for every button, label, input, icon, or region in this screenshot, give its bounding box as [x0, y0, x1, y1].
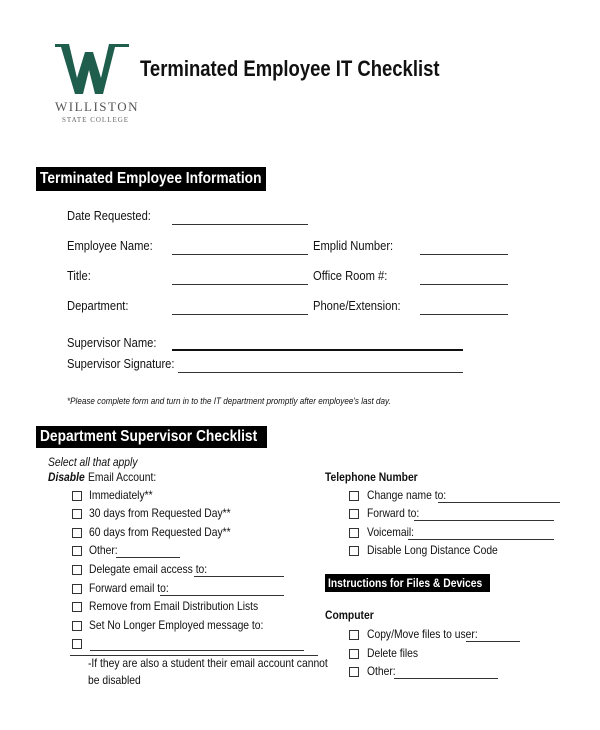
item-30-days: 30 days from Requested Day** — [89, 506, 231, 520]
section-heading-supervisor: Department Supervisor Checklist — [36, 426, 267, 448]
select-all-instruction: Select all that apply — [48, 455, 138, 469]
title-label: Title: — [67, 268, 91, 283]
checkbox-forward-email[interactable] — [72, 584, 82, 594]
employee-name-label: Employee Name: — [67, 238, 153, 253]
disable-label: Disable — [48, 470, 85, 484]
item-immediately: Immediately** — [89, 488, 153, 502]
checkbox-other-email[interactable] — [72, 546, 82, 556]
emplid-field[interactable] — [420, 254, 508, 255]
checkbox-message-text[interactable] — [72, 639, 82, 649]
item-copy-files: Copy/Move files to user: — [367, 627, 478, 641]
supervisor-name-field[interactable] — [172, 349, 463, 351]
item-delegate: Delegate email access to: — [89, 562, 208, 576]
item-other-computer: Other: — [367, 664, 396, 678]
title-field[interactable] — [172, 284, 308, 285]
item-voicemail: Voicemail: — [367, 525, 415, 539]
message-text-field[interactable] — [90, 650, 304, 651]
checkbox-immediately[interactable] — [72, 491, 82, 501]
date-requested-field[interactable] — [172, 224, 308, 225]
other-email-field[interactable] — [116, 557, 180, 558]
emplid-label: Emplid Number: — [313, 238, 394, 253]
forward-to-field[interactable] — [414, 520, 554, 521]
checkbox-voicemail[interactable] — [349, 528, 359, 538]
supervisor-name-label: Supervisor Name: — [67, 335, 157, 350]
department-field[interactable] — [172, 314, 308, 315]
item-set-message: Set No Longer Employed message to: — [89, 618, 264, 632]
office-room-label: Office Room #: — [313, 268, 388, 283]
item-forward-email: Forward email to: — [89, 581, 169, 595]
checkbox-delete-files[interactable] — [349, 649, 359, 659]
williston-logo-icon — [55, 44, 129, 94]
delegate-field[interactable] — [194, 576, 284, 577]
voicemail-field[interactable] — [408, 539, 554, 540]
copy-files-field[interactable] — [466, 641, 520, 642]
item-forward-to: Forward to: — [367, 506, 420, 520]
forward-email-field[interactable] — [160, 595, 284, 596]
item-delete-files: Delete files — [367, 646, 419, 660]
checkbox-change-name[interactable] — [349, 491, 359, 501]
computer-heading: Computer — [325, 608, 374, 622]
checkbox-forward-to[interactable] — [349, 509, 359, 519]
completion-note: *Please complete form and turn in to the IT department promptly after employee's last day. — [67, 396, 391, 406]
item-remove-lists: Remove from Email Distribution Lists — [89, 599, 259, 613]
department-label: Department: — [67, 298, 129, 313]
employee-name-field[interactable] — [172, 254, 308, 255]
item-60-days: 60 days from Requested Day** — [89, 525, 231, 539]
date-requested-label: Date Requested: — [67, 208, 151, 223]
item-other-email: Other: — [89, 543, 118, 557]
student-note-line-1: -If they are also a student their email account cannot — [88, 656, 328, 670]
change-name-field[interactable] — [438, 502, 560, 503]
document-title: Terminated Employee IT Checklist — [140, 56, 440, 81]
item-change-name: Change name to: — [367, 488, 447, 502]
phone-extension-label: Phone/Extension: — [313, 298, 401, 313]
checkbox-remove-lists[interactable] — [72, 602, 82, 612]
logo-name: WILLISTON — [55, 99, 140, 114]
telephone-heading: Telephone Number — [325, 470, 418, 484]
office-room-field[interactable] — [420, 284, 508, 285]
section-heading-info: Terminated Employee Information — [36, 167, 266, 191]
phone-extension-field[interactable] — [420, 314, 508, 315]
student-note-line-2: be disabled — [88, 673, 141, 687]
logo-subtitle: STATE COLLEGE — [62, 116, 130, 124]
checkbox-30-days[interactable] — [72, 509, 82, 519]
supervisor-signature-field[interactable] — [178, 372, 463, 373]
checkbox-other-computer[interactable] — [349, 667, 359, 677]
checkbox-60-days[interactable] — [72, 528, 82, 538]
other-computer-field[interactable] — [394, 678, 498, 679]
checkbox-delegate[interactable] — [72, 565, 82, 575]
checkbox-set-message[interactable] — [72, 621, 82, 631]
checkbox-disable-long-distance[interactable] — [349, 546, 359, 556]
email-account-label: Email Account: — [88, 470, 157, 484]
supervisor-signature-label: Supervisor Signature: — [67, 356, 175, 371]
item-disable-long-distance: Disable Long Distance Code — [367, 543, 498, 557]
checkbox-copy-files[interactable] — [349, 630, 359, 640]
files-devices-heading: Instructions for Files & Devices — [325, 574, 490, 592]
